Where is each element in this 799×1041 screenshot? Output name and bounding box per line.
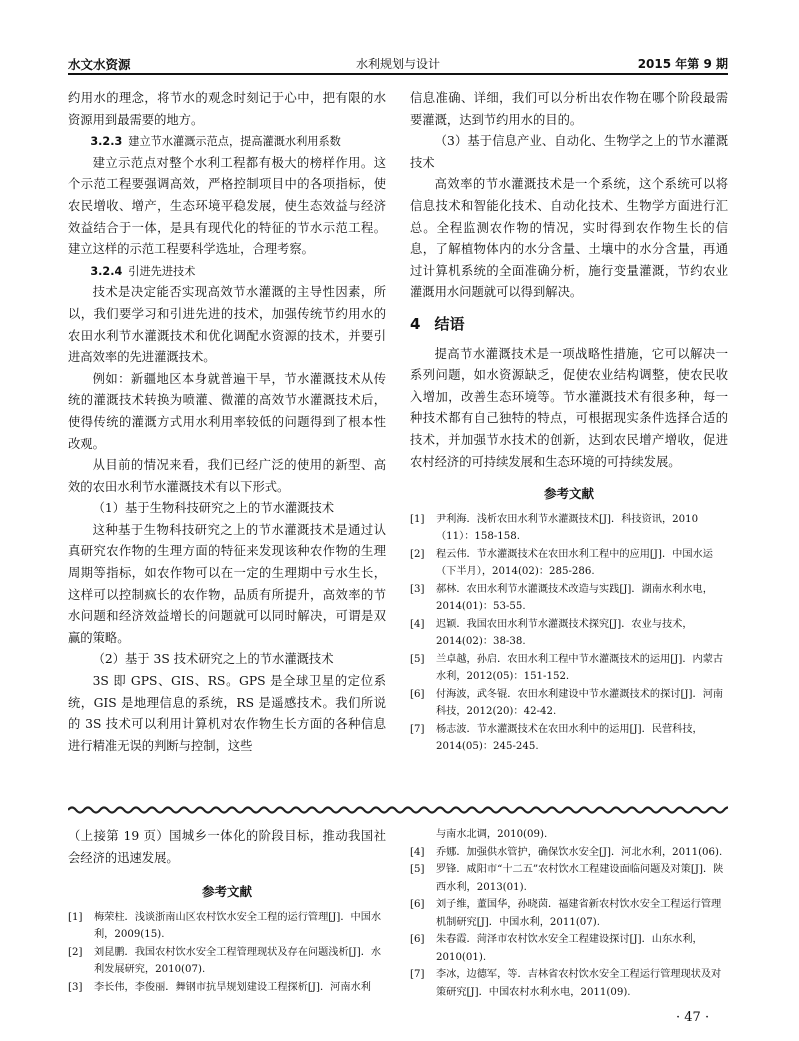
reference-item	[410, 896, 728, 931]
reference-text: 李冰，边德军，等．吉林省农村饮水安全工程运行管理现状及对策研究[J]．中国农村水利水电，2011(09).	[436, 969, 722, 998]
reference-item	[410, 861, 728, 896]
bottom-left-column	[68, 826, 386, 996]
reference-number: [2]	[68, 946, 83, 958]
reference-number: [5]	[410, 653, 425, 665]
reference-item	[410, 616, 728, 651]
wave-separator	[68, 804, 728, 816]
references-list	[410, 844, 728, 1002]
reference-text: 刘子维，董国华，孙晓茵．福建省新农村饮水安全工程运行管理机制研究[J]．中国水利，2011(07).	[436, 899, 722, 928]
section-heading-4	[410, 314, 728, 336]
reference-text: 兰卓越，孙启．农田水利工程中节水灌溉技术的运用[J]．内蒙古水利，2012(05)：151-152.	[436, 653, 724, 683]
reference-number: [1]	[410, 513, 425, 525]
reference-item	[410, 546, 728, 581]
reference-item	[410, 581, 728, 616]
reference-text: 程云伟．节水灌溉技术在农田水利工程中的应用[J]．中国水运（下半月），2014(02)：285-286.	[436, 548, 713, 578]
reference-item	[410, 651, 728, 686]
running-header	[68, 52, 728, 72]
reference-number: [3]	[68, 981, 83, 993]
header-rule	[68, 73, 728, 75]
issue-info: 2015 年第 9 期	[637, 57, 728, 71]
reference-number: [1]	[68, 911, 83, 923]
reference-item	[410, 686, 728, 721]
journal-name: 水文水资源	[68, 57, 131, 72]
reference-number: [6]	[410, 688, 425, 700]
reference-number: [2]	[410, 548, 425, 560]
reference-number: [6]	[410, 934, 425, 945]
reference-text: 迟颖．我国农田水利节水灌溉技术探究[J]．农业与技术，2014(02)：38-38.	[436, 618, 693, 648]
references-title: 参考文献	[201, 884, 252, 900]
paragraph: 高效率的节水灌溉技术是一个系统，这个系统可以将信息技术和智能化技术、自动化技术、生物学方面进行汇总。全程监测农作物的情况，实时得到农作物生长的信息，了解植物体内的水分含量、土壤中的水分含量，再通过计算机系统的全面准确分析，施行变量灌溉，节约农业灌溉用水问题就可以得到解决。	[410, 177, 728, 300]
reference-number: [7]	[410, 969, 425, 980]
list-heading: （2）基于 3S 技术研究之上的节水灌溉技术	[92, 652, 334, 667]
reference-text: 刘昆鹏．我国农村饮水安全工程管理现状及存在问题浅析[J]．水利发展研究，2010(07).	[94, 946, 382, 976]
right-column	[410, 88, 728, 756]
reference-number: [7]	[410, 723, 425, 735]
left-column	[68, 88, 386, 757]
section-number: 4	[410, 314, 421, 333]
list-heading: （3）基于信息产业、自动化、生物学之上的节水灌溉技术	[410, 134, 728, 170]
reference-item	[410, 844, 728, 862]
section-title: 引进先进技术	[128, 264, 196, 278]
reference-text: 乔娜．加强供水管护，确保饮水安全[J]．河北水利，2011(06).	[436, 846, 723, 858]
reference-item	[410, 966, 728, 1001]
paragraph: 这种基于生物科技研究之上的节水灌溉技术是通过认真研究农作物的生理方面的特征来发现该种农作物的生理周期等指标，如农作物可以在一定的生理期中亏水生长，这样可以控制疯长的农作物，品质有所提升，高效率的节水问题和经济效益增长的问题就可以同时解决，可谓是双赢的策略。	[68, 522, 386, 645]
references-list	[68, 909, 386, 997]
reference-item	[410, 931, 728, 966]
reference-item	[68, 944, 386, 979]
reference-text: 李长伟，李俊丽．舞钢市抗旱规划建设工程探析[J]．河南水利	[94, 981, 371, 993]
reference-number: [4]	[410, 618, 425, 630]
bottom-right-column	[410, 826, 728, 1001]
reference-text: 尹利海．浅析农田水利节水灌溉技术[J]．科技资讯，2010（11）：158-158.	[436, 513, 699, 543]
reference-text: 朱春霞．菏泽市农村饮水安全工程建设探讨[J]．山东水利，2010(01).	[436, 934, 703, 963]
references-title: 参考文献	[543, 486, 594, 502]
section-name: 水利规划与设计	[355, 57, 440, 71]
reference-text: 罗锋．咸阳市“十二五”农村饮水工程建设面临问题及对策[J]．陕西水利，2013(01).	[436, 864, 724, 893]
reference-text: 杨志波．节水灌溉技术在农田水利中的运用[J]．民营科技，2014(05)：245-245.	[436, 723, 703, 753]
reference-continuation: 与南水北调，2010(09).	[436, 829, 548, 840]
reference-item	[410, 511, 728, 546]
list-heading: （1）基于生物科技研究之上的节水灌溉技术	[92, 501, 335, 516]
page-number: · 47 ·	[676, 1010, 710, 1025]
section-heading-3-2-4	[68, 261, 386, 283]
reference-text: 付海波，武冬锟．农田水利建设中节水灌溉技术的探讨[J]．河南科技，2012(20)：42-42.	[436, 688, 724, 718]
reference-number: [3]	[410, 583, 425, 595]
section-number: 3.2.3	[90, 135, 123, 149]
paragraph: 技术是决定能否实现高效节水灌溉的主导性因素，所以，我们要学习和引进先进的技术，加强传统节约用水的农田水利节水灌溉技术和优化调配水资源的技术，并要引进高效率的先进灌溉技术。	[68, 285, 386, 365]
paragraph: 提高节水灌溉技术是一项战略性措施，它可以解决一系列问题，如水资源缺乏，促使农业结构调整，使农民收入增加，改善生态环境等。节水灌溉技术有很多种，每一种技术都有自己独特的特点，可根据现实条件选择合适的技术，并加强节水技术的创新，达到农民增产增收，促进农村经济的可持续发展和生态环境的可持续发展。	[410, 346, 728, 469]
reference-text: 梅荣柱．浅谈浙南山区农村饮水安全工程的运行管理[J]．中国水利，2009(15).	[94, 911, 382, 941]
paragraph: 建立示范点对整个水利工程都有极大的榜样作用。这个示范工程要强调高效，严格控制项目中的各项指标，使农民增收、增产，生态环境平稳发展，使生态效益与经济效益结合于一体，是具有现代化的特征的节水示范工程。建立这样的示范工程要科学选址，合理考察。	[68, 155, 386, 257]
reference-item	[68, 909, 386, 944]
reference-number: [6]	[410, 899, 425, 910]
paragraph: 信息准确、详细，我们可以分析出农作物在哪个阶段最需要灌溉，达到节约用水的目的。	[410, 91, 728, 127]
section-heading-3-2-3	[68, 131, 386, 153]
reference-number: [4]	[410, 846, 425, 858]
section-title: 建立节水灌溉示范点，提高灌溉水利用系数	[128, 135, 341, 149]
section-number: 3.2.4	[90, 264, 123, 278]
paragraph: 约用水的理念，将节水的观念时刻记于心中，把有限的水资源用到最需要的地方。	[68, 91, 386, 127]
reference-item	[68, 979, 386, 997]
reference-item	[410, 721, 728, 756]
reference-text: 郝林．农田水利节水灌溉技术改造与实践[J]．湖南水利水电，2014(01)：53-55.	[436, 583, 713, 613]
reference-number: [5]	[410, 864, 425, 875]
paragraph: 3S 即 GPS、GIS、RS。GPS 是全球卫星的定位系统，GIS 是地理信息的系统，RS 是遥感技术。我们所说的 3S 技术可以利用计算机对农作物生长方面的各种信息进行精准无误的判断与控制，这些	[68, 674, 386, 753]
section-title: 结语	[434, 314, 465, 333]
paragraph: 从目前的情况来看，我们已经广泛的使用的新型、高效的农田水利节水灌溉技术有以下形式。	[68, 458, 386, 494]
paragraph: 例如：新疆地区本身就普遍干旱，节水灌溉技术从传统的灌溉技术转换为喷灌、微灌的高效节水灌溉技术后，使得传统的灌溉方式用水利用率较低的问题得到了根本性改观。	[68, 371, 386, 451]
references-list	[410, 511, 728, 756]
paragraph: （上接第 19 页）国城乡一体化的阶段目标，推动我国社会经济的迅速发展。	[68, 829, 386, 865]
